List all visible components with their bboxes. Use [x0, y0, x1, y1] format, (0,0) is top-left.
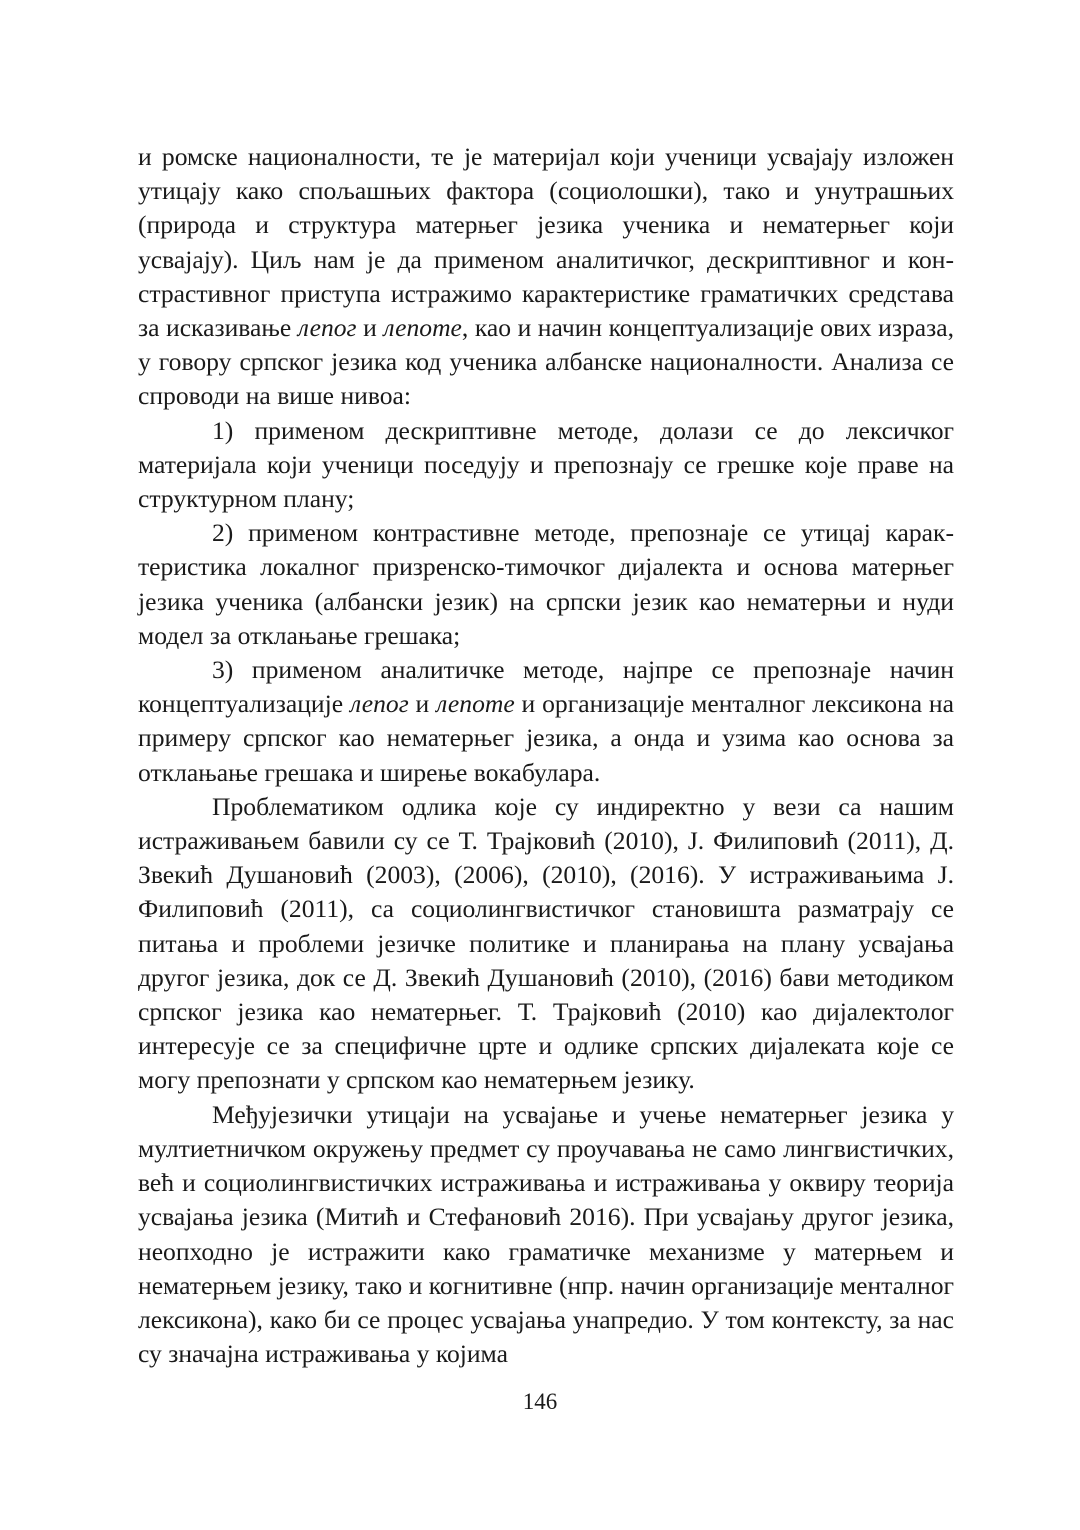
paragraph-interlingual-influence: Међујезички утицаји на усвајање и учење нематерњег језика у мултиетничком окружењу предмет су проучавања не само лингвистичких, већ и социолингвистичких истраживања и истраживања у оквиру теорија усвајања језика (Митић и Стефановић 2016). При усвајању другог језика, неопходно је истражити како граматичке механизме у матерњем и нематерњем језику, тако и когнитивне (нпр. начин организације менталног лексикона), како би се процес усвајања унапредио. У том контексту, за нас су значајна истраживања у којима [138, 1099, 954, 1369]
page-number: 146 [522, 1389, 558, 1414]
paragraph-intro-text-a: и ромске националности, те је материјал који ученици усвајају изложен утицају како спољашњих фактора (социолошки), тако и унутрашњих (природа и структура матерњег језика ученика и нематерњег који усвајају). Циљ нам је да применом аналитичког, дескриптивног и констрастивног приступа истражимо карактеристике граматичких средстава за исказивање [138, 142, 954, 343]
list-item-contrastive-method: 2) применом контрастивне методе, препознаје се утицај карактеристика локалног призренско-тимочког дијалекта и основа матерњег језика ученика (албански језик) на српски језик као нематерњи и нуди модел за отклањање грешака; [138, 518, 954, 650]
paragraph-intro-text-c: , као и начин концептуализације ових израза, у говору српског језика код ученика албанске националности. Анализа се спроводи на више нивоа: [138, 313, 954, 411]
italic-term-lepog-2: лепог [349, 689, 409, 719]
list-item-analytic-text-b: и [408, 689, 437, 719]
paragraph-intro [138, 140, 954, 414]
list-item-analytic-text-a: 3) применом аналитичке методе, најпре се препознаје начин концептуализације [138, 655, 954, 719]
list-item-descriptive-method: 1) применом дескриптивне методе, долази се до лексичког материјала који ученици поседују и препознају се грешке које праве на структурном плану; [138, 415, 954, 514]
italic-term-lepog: лепог [297, 313, 357, 343]
list-item-analytic-method [138, 653, 954, 790]
paragraph-intro-text-b: и [356, 313, 384, 343]
paragraph-previous-research: Проблематиком одлика које су индиректно у вези са нашим истраживањем бавили су се Т. Трајковић (2010), Ј. Филиповић (2011), Д. Звекић Душановић (2003), (2006), (2010), (2016). У истраживањима Ј. Филиповић (2011), са социолингвистичког становишта разматрају се питања и проблеми језичке политике и планирања на плану усвајања другог језика, док се Д. Звекић Душановић (2010), (2016) бави методиком српског језика као нематерњег. Т. Трајковић (2010) као дијалектолог интересује се за специфичне црте и одлике српских дијалеката које се могу препознати у српском као нематерњем језику. [138, 791, 954, 1095]
italic-term-lepote-2: лепоте [436, 689, 515, 719]
body-text [138, 140, 954, 1371]
italic-term-lepote: лепоте [383, 313, 462, 343]
list-item-analytic-text-c: и организације менталног лексикона на примеру српског као нематерњег језика, а онда и узима као основа за отклањање грешака и ширење вокабулара. [138, 689, 954, 787]
